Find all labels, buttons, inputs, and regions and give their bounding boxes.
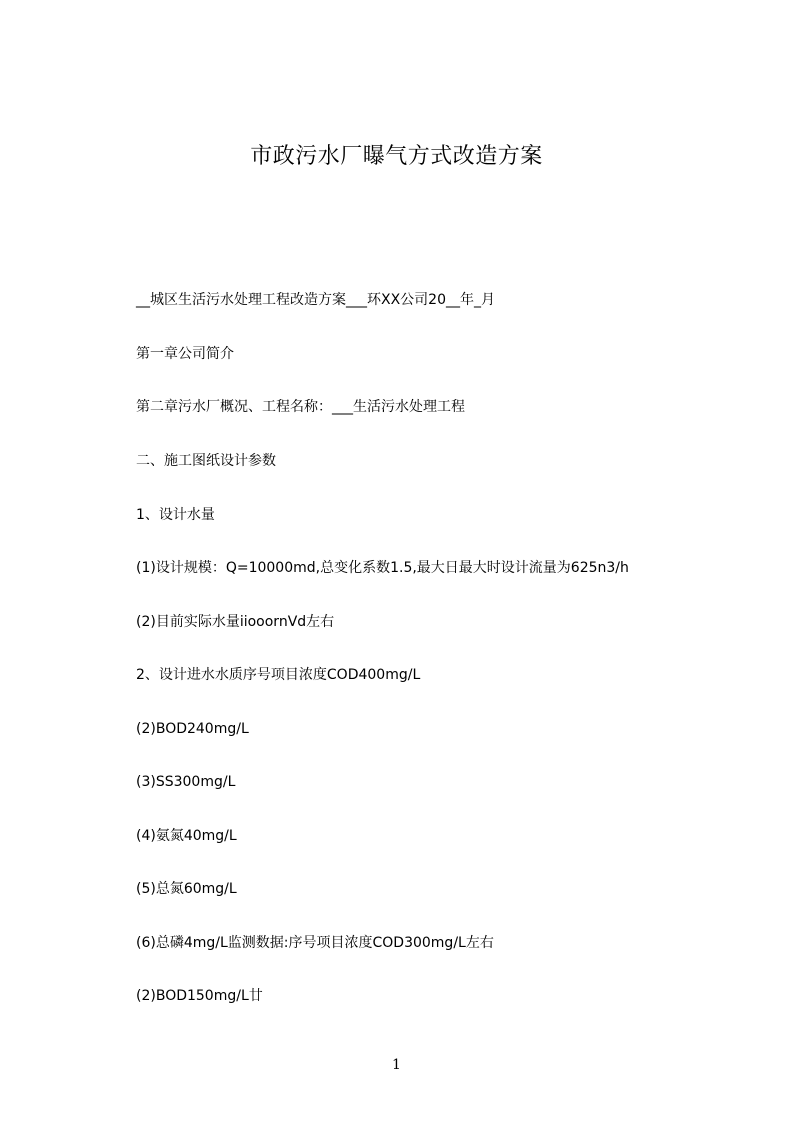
document-title: 市政污水厂曝气方式改造方案: [250, 144, 543, 169]
text-line-ammonia: (4)氨氮40mg/L: [136, 828, 237, 844]
text-line-ss: (3)SS300mg/L: [136, 774, 236, 790]
text-line-total-nitrogen: (5)总氮60mg/L: [136, 881, 237, 897]
text-line-chapter-2: 第二章污水厂概况、工程名称：___生活污水处理工程: [136, 399, 465, 415]
text-line-actual-flow: (2)目前实际水量iiooornVd左右: [136, 614, 335, 630]
text-line-design-scale: (1)设计规模：Q=10000md,总变化系数1.5,最大日最大时设计流量为625n3/h: [136, 560, 629, 576]
text-line-section-2: 二、施工图纸设计参数: [136, 453, 276, 469]
text-line-chapter-1: 第一章公司简介: [136, 346, 234, 362]
text-line-project-header: __城区生活污水处理工程改造方案___环XX公司20__年_月: [136, 292, 495, 308]
text-line-bod-monitoring: (2)BOD150mg/L廿: [136, 988, 263, 1004]
text-line-bod: (2)BOD240mg/L: [136, 721, 249, 737]
text-line-design-flow: 1、设计水量: [136, 507, 215, 523]
text-line-influent-quality: 2、设计进水水质序号项目浓度COD400mg/L: [136, 667, 421, 683]
page-number: 1: [392, 1057, 401, 1073]
text-line-total-phosphorus: (6)总磷4mg/L监测数据:序号项目浓度COD300mg/L左右: [136, 935, 494, 951]
